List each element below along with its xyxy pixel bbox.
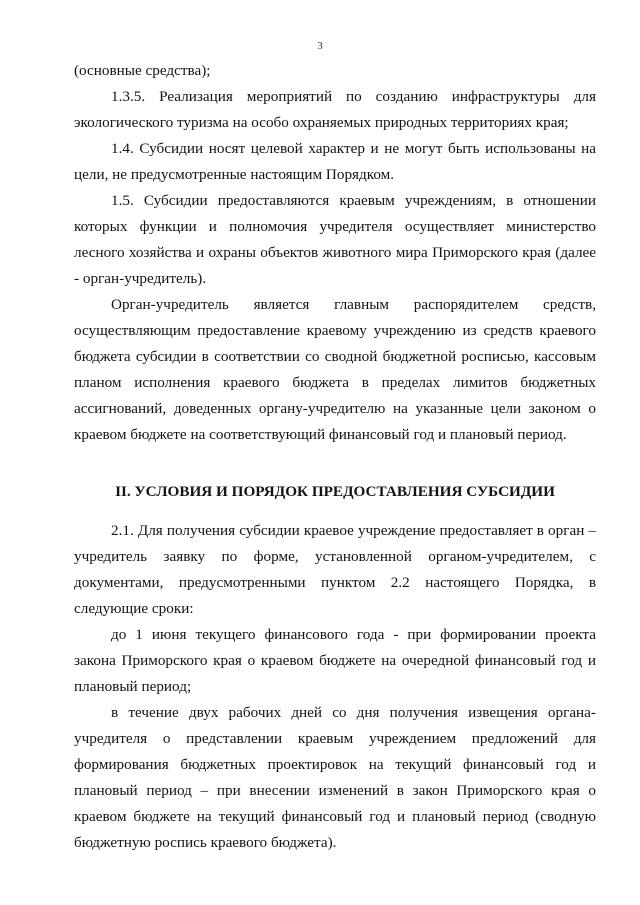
text-line: 2.1. Для получения субсидии краевое учреждение предоставляет в орган – — [111, 522, 596, 539]
text-line: закона Приморского края о краевом бюджете на очередной финансовый год и — [74, 652, 596, 669]
text-line: учредителя о представлении краевым учреждением предложений для — [74, 730, 596, 747]
text-line: Орган-учредитель является главным распорядителем средств, — [111, 296, 596, 313]
text-line: лесного хозяйства и охраны объектов животного мира Приморского края (далее — [74, 244, 596, 261]
text-line: экологического туризма на особо охраняемых природных территориях края; — [74, 114, 569, 131]
text-line: 1.3.5. Реализация мероприятий по созданию инфраструктуры для — [111, 88, 596, 105]
text-line: в течение двух рабочих дней со дня получения извещения органа- — [111, 704, 596, 721]
text-line: цели, не предусмотренные настоящим Порядком. — [74, 166, 395, 183]
text-line: бюджетную роспись краевого бюджета). — [74, 834, 337, 851]
section-heading: II. УСЛОВИЯ И ПОРЯДОК ПРЕДОСТАВЛЕНИЯ СУБСИДИИ — [115, 483, 555, 500]
page-number: 3 — [317, 40, 323, 52]
text-line: которых функции и полномочия учредителя осуществляет министерство — [74, 218, 596, 235]
text-line: - орган-учредитель). — [74, 270, 207, 287]
text-line: до 1 июня текущего финансового года - при формировании проекта — [111, 626, 596, 643]
text-line: документами, предусмотренными пунктом 2.2 настоящего Порядка, в — [74, 574, 596, 591]
text-line: 1.4. Субсидии носят целевой характер и не могут быть использованы на — [111, 140, 596, 157]
text-line: планом исполнения краевого бюджета в пределах лимитов бюджетных — [74, 374, 596, 391]
text-line: формирования бюджетных проектировок на текущий финансовый год и — [74, 756, 596, 773]
text-line: следующие сроки: — [74, 600, 194, 617]
text-line: ассигнований, доведенных органу-учредителю на указанные цели законом о — [74, 400, 596, 417]
text-line: краевом бюджете на соответствующий финансовый год и плановый период. — [74, 426, 567, 443]
text-line: (основные средства); — [74, 62, 211, 79]
text-line: осуществляющим предоставление краевому учреждению из средств краевого — [74, 322, 596, 339]
text-line: бюджета субсидии в соответствии со сводной бюджетной росписью, кассовым — [74, 348, 596, 365]
text-line: краевом бюджете на текущий финансовый год и плановый период (сводную — [74, 808, 596, 825]
text-line: 1.5. Субсидии предоставляются краевым учреждениям, в отношении — [111, 192, 596, 209]
text-line: плановый период; — [74, 678, 192, 695]
text-line: плановый период – при внесении изменений в закон Приморского края о — [74, 782, 596, 799]
text-line: учредитель заявку по форме, установленной органом-учредителем, с — [74, 548, 596, 565]
